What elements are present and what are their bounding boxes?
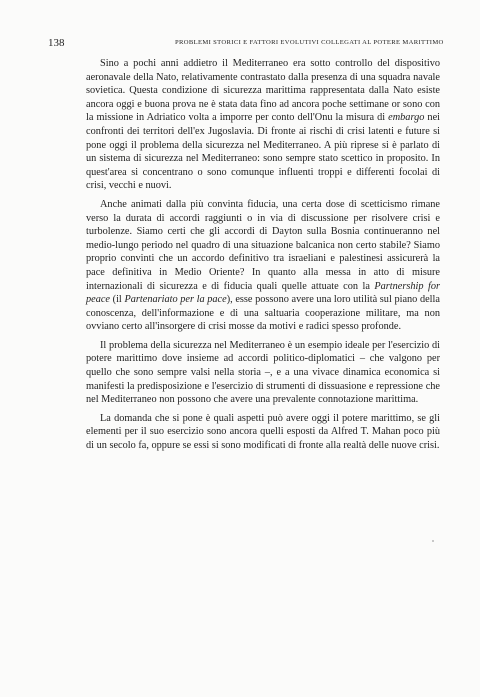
italic-embargo: embargo	[388, 112, 425, 124]
page-number: 138	[48, 37, 65, 49]
paragraph-1-text-a: Sino a pochi anni addietro il Mediterraneo era sotto controllo del dispositivo aeronavale della Nato, relativamente contrastato dalla presenza di una squadra navale sovietica. Questa condizione di sicurezza marittima rappresentata dalla Nato esiste ancora oggi e buona prova ne è stata data fino ad ancora poche settimane or sono con la missione in Adriatico volta a imporre per conto dell'Onu la misura di	[86, 58, 440, 124]
paragraph-1-text-c: nei confronti dei territori dell'ex Jugoslavia. Di fronte ai rischi di crisi latenti e future si pone oggi il problema della sicurezza nel Mediterraneo. A più riprese si è parlato di un sistema di sicurezza nel Mediterraneo: sono sempre stato scettico in proposito. In quest'area si concentrano o sono comunque influenti troppi e differenti focolai di crisi, vecchi e nuovi.	[86, 112, 441, 192]
paragraph-3: Il problema della sicurezza nel Mediterraneo è un esempio ideale per l'esercizio di potere marittimo dove insieme ad accordi politico-diplomatici – che valgono per quello che sono sempre valsi nella storia –, e a una vivace dinamica economica si manifesti la predisposizione e l'esercizio di strumenti di dissuasione e repressione che nel Mediterraneo non possono che avere una prevalente connotazione marittima.	[86, 339, 440, 406]
paragraph-2	[86, 198, 440, 334]
italic-partenariato: Partenariato per la pace	[124, 294, 227, 306]
scan-speck	[432, 540, 434, 542]
paragraph-4: La domanda che si pone è quali aspetti può avere oggi il potere marittimo, se gli elementi per il suo esercizio sono ancora quelli esposti da Alfred T. Mahan poco più di un secolo fa, oppure se essi si sono modificati di fronte alla realtà delle nuove crisi.	[86, 412, 440, 452]
paragraph-1	[86, 57, 440, 193]
paragraph-2-text-c: (il	[110, 294, 125, 306]
body-text	[86, 57, 440, 453]
paragraph-2-text-a: Anche animati dalla più convinta fiducia, una certa dose di scetticismo rimane verso la durata di accordi raggiunti o in via di discussione per risolvere crisi e turbolenze. Siamo certi che gli accordi di Dayton sulla Bosnia continueranno nel medio-lungo periodo nel quadro di una situazione balcanica non certo stabile? Siamo proprio convinti che un accordo definitivo tra israeliani e palestinesi assicurerà la pace definitiva in Medio Oriente? In quanto alla messa in atto di misure internazionali di sicurezza e di fiducia quali quelle attuate con la	[86, 198, 440, 292]
italic-partnership-for-peace: Partnership for peace	[86, 280, 440, 306]
running-head: PROBLEMI STORICI E FATTORI EVOLUTIVI COLLEGATI AL POTERE MARITTIMO	[175, 39, 444, 46]
paragraph-2-text-e: ), esse possono avere una loro utilità sul piano della conoscenza, dell'informazione e di una saltuaria cooperazione militare, ma non ovviano certo all'insorgere di crisi mosse da motivi e radici spesso profonde.	[86, 294, 440, 333]
